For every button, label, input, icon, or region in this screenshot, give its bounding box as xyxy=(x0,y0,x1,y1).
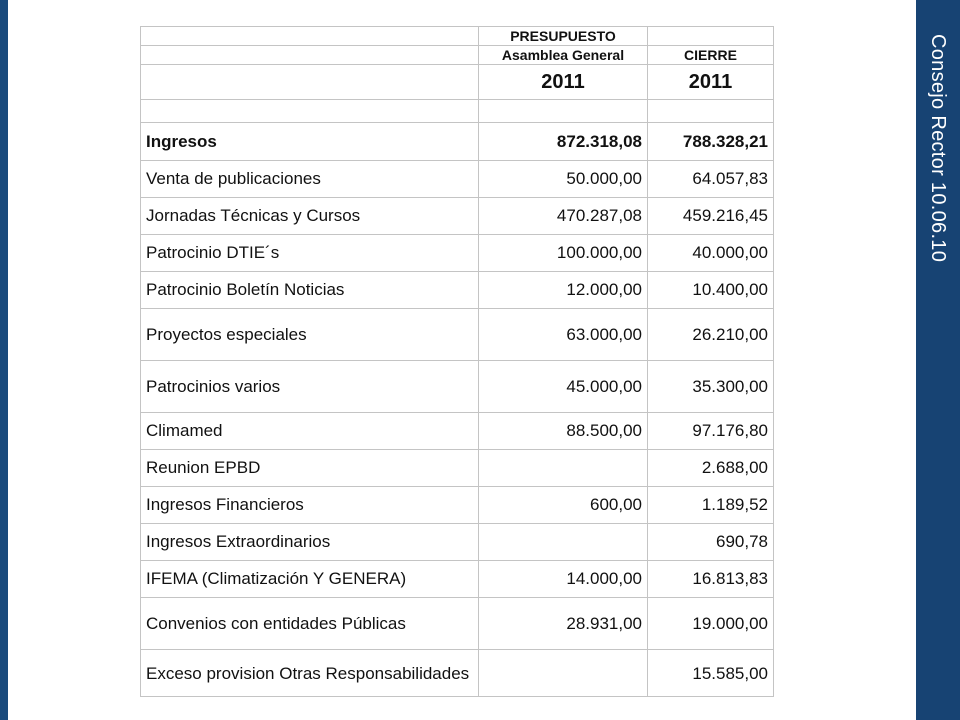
row-label: Convenios con entidades Públicas xyxy=(141,598,479,650)
row-presupuesto xyxy=(479,450,648,487)
side-title-text: Consejo Rector 10.06.10 xyxy=(927,34,949,263)
row-cierre: 1.189,52 xyxy=(648,487,774,524)
row-cierre: 2.688,00 xyxy=(648,450,774,487)
row-presupuesto: 88.500,00 xyxy=(479,413,648,450)
spacer-cell xyxy=(141,100,479,123)
header-row-1 xyxy=(141,27,774,46)
row-cierre: 10.400,00 xyxy=(648,272,774,309)
header-presupuesto: PRESUPUESTO xyxy=(479,27,648,46)
row-label: Ingresos Extraordinarios xyxy=(141,524,479,561)
row-presupuesto: 14.000,00 xyxy=(479,561,648,598)
row-label: Exceso provision Otras Responsabilidades xyxy=(141,650,479,697)
row-label: Ingresos xyxy=(141,123,479,161)
row-cierre: 26.210,00 xyxy=(648,309,774,361)
table-row xyxy=(141,450,774,487)
table-row xyxy=(141,650,774,697)
row-cierre: 40.000,00 xyxy=(648,235,774,272)
row-presupuesto: 100.000,00 xyxy=(479,235,648,272)
left-accent-bar xyxy=(0,0,8,720)
header-asamblea: Asamblea General xyxy=(479,46,648,65)
table-row xyxy=(141,123,774,161)
table-row xyxy=(141,272,774,309)
row-cierre: 690,78 xyxy=(648,524,774,561)
header-blank-cell xyxy=(141,65,479,100)
row-label: Jornadas Técnicas y Cursos xyxy=(141,198,479,235)
row-presupuesto: 28.931,00 xyxy=(479,598,648,650)
table-row xyxy=(141,161,774,198)
header-cierre: CIERRE xyxy=(648,46,774,65)
row-cierre: 15.585,00 xyxy=(648,650,774,697)
budget-table xyxy=(140,26,774,697)
table-row xyxy=(141,524,774,561)
row-label: IFEMA (Climatización Y GENERA) xyxy=(141,561,479,598)
row-cierre: 35.300,00 xyxy=(648,361,774,413)
row-label: Proyectos especiales xyxy=(141,309,479,361)
row-cierre: 97.176,80 xyxy=(648,413,774,450)
spacer-row xyxy=(141,100,774,123)
spacer-cell xyxy=(479,100,648,123)
header-row-2 xyxy=(141,46,774,65)
row-presupuesto: 12.000,00 xyxy=(479,272,648,309)
row-presupuesto xyxy=(479,524,648,561)
row-cierre: 459.216,45 xyxy=(648,198,774,235)
row-presupuesto: 470.287,08 xyxy=(479,198,648,235)
table-row xyxy=(141,361,774,413)
row-label: Patrocinios varios xyxy=(141,361,479,413)
header-blank-cell xyxy=(141,46,479,65)
row-label: Ingresos Financieros xyxy=(141,487,479,524)
table-row xyxy=(141,413,774,450)
header-year-presupuesto: 2011 xyxy=(479,65,648,100)
table-row xyxy=(141,309,774,361)
table-row xyxy=(141,561,774,598)
table-row xyxy=(141,198,774,235)
header-blank-cell xyxy=(648,27,774,46)
spacer-cell xyxy=(648,100,774,123)
side-title xyxy=(916,0,960,720)
row-cierre: 788.328,21 xyxy=(648,123,774,161)
row-presupuesto: 45.000,00 xyxy=(479,361,648,413)
row-cierre: 64.057,83 xyxy=(648,161,774,198)
header-row-years xyxy=(141,65,774,100)
header-year-cierre: 2011 xyxy=(648,65,774,100)
table-row xyxy=(141,487,774,524)
row-label: Reunion EPBD xyxy=(141,450,479,487)
row-presupuesto: 63.000,00 xyxy=(479,309,648,361)
row-label: Venta de publicaciones xyxy=(141,161,479,198)
table-row xyxy=(141,598,774,650)
table-row xyxy=(141,235,774,272)
header-blank-cell xyxy=(141,27,479,46)
row-label: Patrocinio Boletín Noticias xyxy=(141,272,479,309)
row-presupuesto xyxy=(479,650,648,697)
row-presupuesto: 872.318,08 xyxy=(479,123,648,161)
row-label: Climamed xyxy=(141,413,479,450)
row-label: Patrocinio DTIE´s xyxy=(141,235,479,272)
row-presupuesto: 600,00 xyxy=(479,487,648,524)
row-cierre: 16.813,83 xyxy=(648,561,774,598)
row-cierre: 19.000,00 xyxy=(648,598,774,650)
row-presupuesto: 50.000,00 xyxy=(479,161,648,198)
